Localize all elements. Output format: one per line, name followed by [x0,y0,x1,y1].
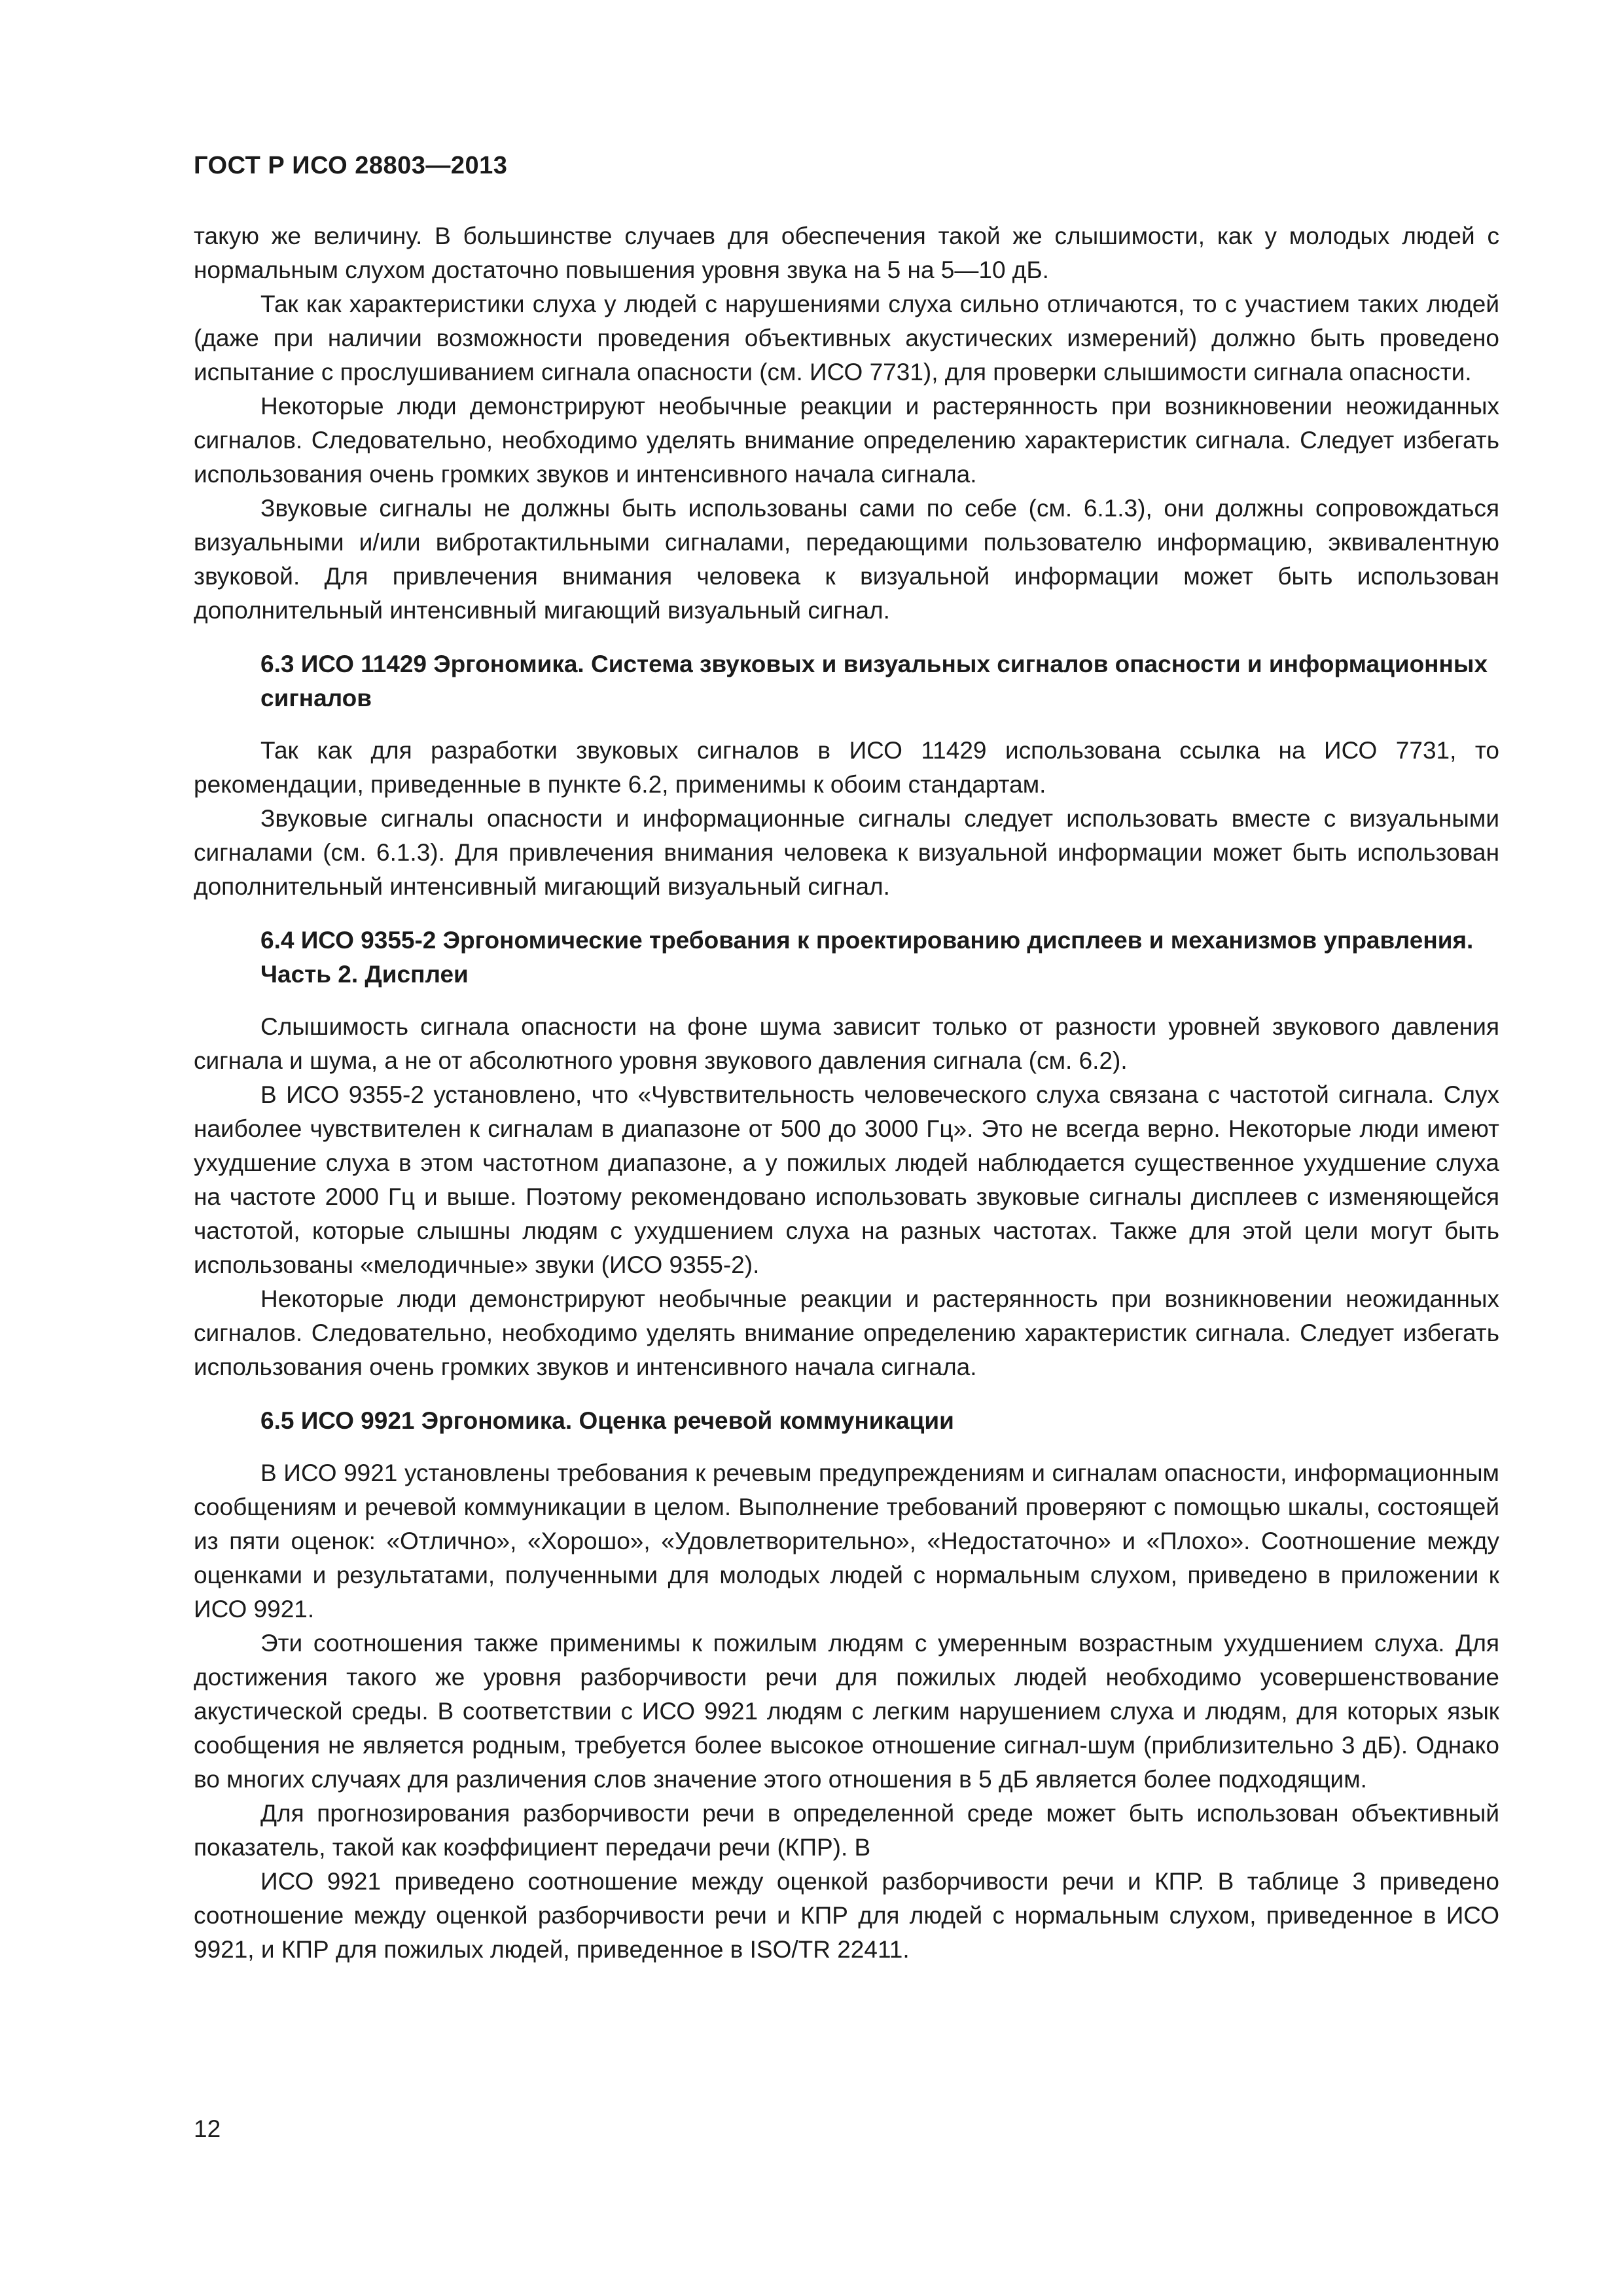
document-header: ГОСТ Р ИСО 28803—2013 [194,152,508,179]
paragraph: Некоторые люди демонстрируют необычные реакции и растерянность при возникновении неожиданных сигналов. Следовательно, необходимо уделять внимание определению характеристик сигнала. Следует избегать использования очень громких звуков и интенсивного начала сигнала. [194,1285,1499,1380]
paragraph: В ИСО 9921 установлены требования к речевым предупреждениям и сигналам опасности, информационным сообщениям и речевой коммуникации в целом. Выполнение требований проверяют с помощью шкалы, состоящей из пяти оценок: «Отлично», «Хорошо», «Удовлетворительно», «Недостаточно» и «Плохо». Соотношение между оценками и результатами, полученными для молодых людей с нормальным слухом, приведено в приложении к ИСО 9921. [194,1460,1499,1623]
paragraph: такую же величину. В большинстве случаев для обеспечения такой же слышимости, как у молодых людей с нормальным слухом достаточно повышения уровня звука на 5 на 5—10 дБ. [194,223,1499,283]
paragraph: Для прогнозирования разборчивости речи в определенной среде может быть использован объективный показатель, такой как коэффициент передачи речи (КПР). В [194,1800,1499,1861]
page-number: 12 [194,2115,221,2142]
paragraph: Так как для разработки звуковых сигналов в ИСО 11429 использована ссылка на ИСО 7731, то рекомендации, приведенные в пункте 6.2, применимы к обоим стандартам. [194,737,1499,798]
paragraph: Слышимость сигнала опасности на фоне шума зависит только от разности уровней звукового давления сигнала и шума, а не от абсолютного уровня звукового давления сигнала (см. 6.2). [194,1013,1499,1074]
paragraph: Звуковые сигналы опасности и информационные сигналы следует использовать вместе с визуальными сигналами (см. 6.1.3). Для привлечения внимания человека к визуальной информации может быть использован дополнительный интенсивный мигающий визуальный сигнал. [194,805,1499,900]
paragraph: ИСО 9921 приведено соотношение между оценкой разборчивости речи и КПР. В таблице 3 приведено соотношение между оценкой разборчивости речи и КПР для людей с нормальным слухом, приведенное в ИСО 9921, и КПР для пожилых людей, приведенное в ISO/TR 22411. [194,1868,1499,1963]
paragraph: Так как характеристики слуха у людей с нарушениями слуха сильно отличаются, то с участием таких людей (даже при наличии возможности проведения объективных акустических измерений) должно быть проведено испытание с прослушиванием сигнала опасности (см. ИСО 7731), для проверки слышимости сигнала опасности. [194,291,1499,386]
document-body [194,219,1499,1967]
section-heading-6-5: 6.5 ИСО 9921 Эргономика. Оценка речевой коммуникации [260,1407,954,1434]
paragraph: В ИСО 9355-2 установлено, что «Чувствительность человеческого слуха связана с частотой сигнала. Слух наиболее чувствителен к сигналам в диапазоне от 500 до 3000 Гц». Это не всегда верно. Некоторые люди имеют ухудшение слуха в этом частотном диапазоне, а у пожилых людей наблюдается существенное ухудшение слуха на частоте 2000 Гц и выше. Поэтому рекомендовано использовать звуковые сигналы дисплеев с изменяющейся частотой, которые слышны людям с ухудшением слуха на разных частотах. Также для этой цели могут быть использованы «мелодичные» звуки (ИСО 9355-2). [194,1081,1499,1278]
section-heading-6-4: 6.4 ИСО 9355-2 Эргономические требования к проектированию дисплеев и механизмов управления. Часть 2. Дисплеи [260,927,1474,988]
section-heading-6-3: 6.3 ИСО 11429 Эргономика. Система звуковых и визуальных сигналов опасности и информационных сигналов [260,651,1488,711]
paragraph: Эти соотношения также применимы к пожилым людям с умеренным возрастным ухудшением слуха. Для достижения такого же уровня разборчивости речи для пожилых людей необходимо усовершенствование акустической среды. В соответствии с ИСО 9921 людям с легким нарушением слуха и людям, для которых язык сообщения не является родным, требуется более высокое отношение сигнал-шум (приблизительно 3 дБ). Однако во многих случаях для различения слов значение этого отношения в 5 дБ является более подходящим. [194,1630,1499,1793]
paragraph: Звуковые сигналы не должны быть использованы сами по себе (см. 6.1.3), они должны сопровождаться визуальными и/или вибротактильными сигналами, передающими пользователю информацию, эквивалентную звуковой. Для привлечения внимания человека к визуальной информации может быть использован дополнительный интенсивный мигающий визуальный сигнал. [194,495,1499,624]
paragraph: Некоторые люди демонстрируют необычные реакции и растерянность при возникновении неожиданных сигналов. Следовательно, необходимо уделять внимание определению характеристик сигнала. Следует избегать использования очень громких звуков и интенсивного начала сигнала. [194,393,1499,488]
